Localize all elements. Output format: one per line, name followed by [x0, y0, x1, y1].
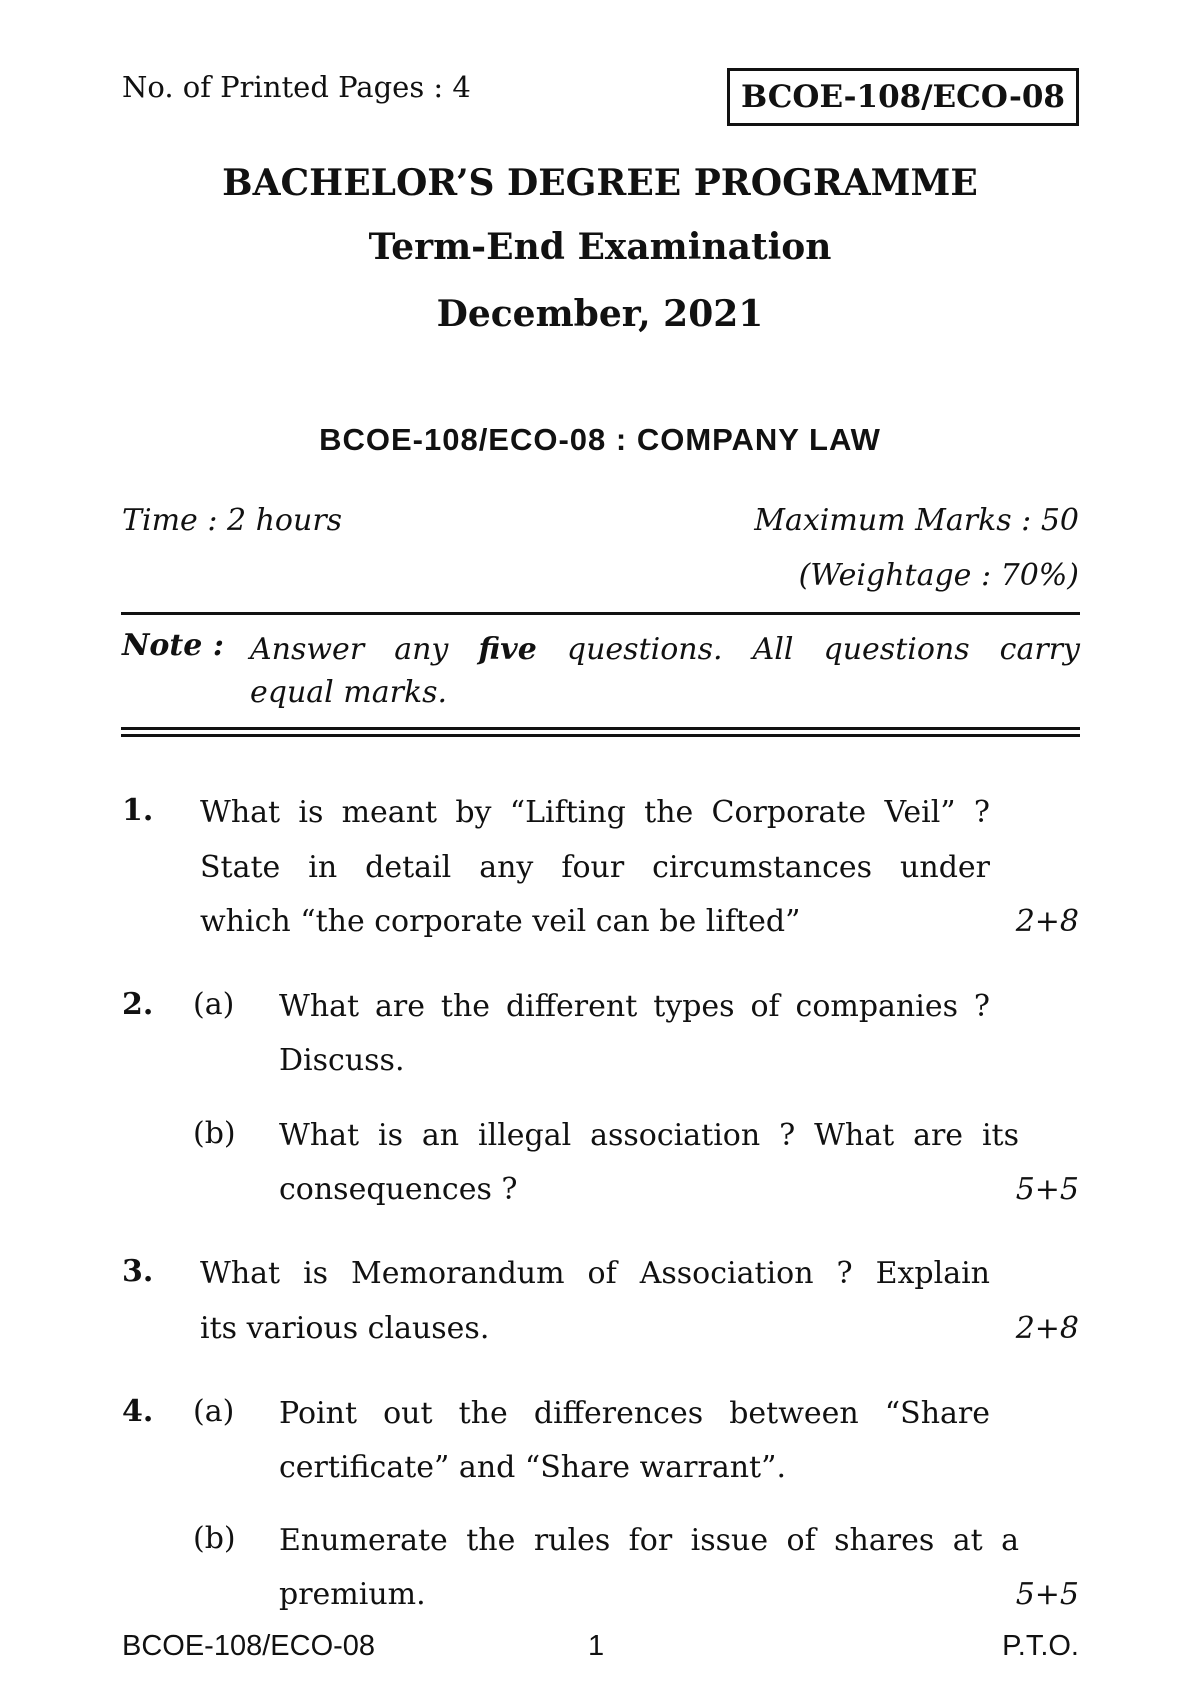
footer-pto: P.T.O. [1002, 1630, 1079, 1662]
maximum-marks: Maximum Marks : 50 [754, 503, 1079, 538]
question-2-marks: 5+5 [1015, 1172, 1079, 1207]
subject-title: BCOE-108/ECO-08 : COMPANY LAW [319, 422, 881, 457]
divider-top [121, 612, 1080, 615]
paper-code-box: BCOE-108/ECO-08 [727, 68, 1079, 126]
question-4a-label: (a) [193, 1394, 235, 1429]
question-1-number: 1. [122, 793, 154, 828]
question-4a-line-1: Point out the differences between “Share [279, 1396, 990, 1431]
question-4-number: 4. [122, 1394, 154, 1429]
weightage: (Weightage : 70%) [798, 558, 1079, 593]
question-2a-line-2: Discuss. [279, 1043, 405, 1078]
question-3-line-2: its various clauses. [200, 1311, 490, 1346]
note-line-1 [250, 628, 1080, 671]
question-1-line-2: State in detail any four circumstances under [200, 850, 990, 885]
note-text [250, 628, 1080, 714]
question-2b-line-2: consequences ? [279, 1172, 518, 1207]
question-1-marks: 2+8 [1015, 904, 1079, 939]
exam-title: Term-End Examination [368, 226, 832, 268]
note-text-after: questions. All questions carry [566, 632, 1080, 667]
divider-double-top [121, 727, 1080, 730]
printed-pages-count: No. of Printed Pages : 4 [122, 70, 471, 104]
exam-month: December, 2021 [436, 293, 764, 335]
question-3-line-1: What is Memorandum of Association ? Explain [200, 1256, 990, 1291]
question-4b-label: (b) [193, 1521, 236, 1556]
question-2a-line-1: What are the different types of companies ? [279, 989, 990, 1024]
question-1-line-3: which “the corporate veil can be lifted” [200, 904, 801, 939]
question-4-marks: 5+5 [1015, 1577, 1079, 1612]
question-2a-label: (a) [193, 987, 235, 1022]
question-3-marks: 2+8 [1015, 1311, 1079, 1346]
question-2-number: 2. [122, 987, 154, 1022]
question-1-line-1: What is meant by “Lifting the Corporate Veil” ? [200, 795, 990, 830]
time-allowed: Time : 2 hours [122, 503, 343, 538]
note-text-before: Answer any [250, 632, 449, 667]
question-2b-label: (b) [193, 1116, 236, 1151]
question-4b-line-1: Enumerate the rules for issue of shares at a [279, 1523, 1019, 1558]
question-4b-line-2: premium. [279, 1577, 426, 1612]
divider-double-bottom [121, 734, 1080, 737]
footer-paper-code: BCOE-108/ECO-08 [122, 1630, 376, 1662]
question-4a-line-2: certificate” and “Share warrant”. [279, 1450, 786, 1485]
note-label: Note : [122, 628, 224, 663]
footer-page-number: 1 [588, 1630, 605, 1662]
programme-title: BACHELOR’S DEGREE PROGRAMME [222, 162, 978, 204]
note-line-2: equal marks. [250, 675, 448, 710]
note-emphasis: five [478, 632, 537, 667]
question-2b-line-1: What is an illegal association ? What are its [279, 1118, 1019, 1153]
question-3-number: 3. [122, 1254, 154, 1289]
